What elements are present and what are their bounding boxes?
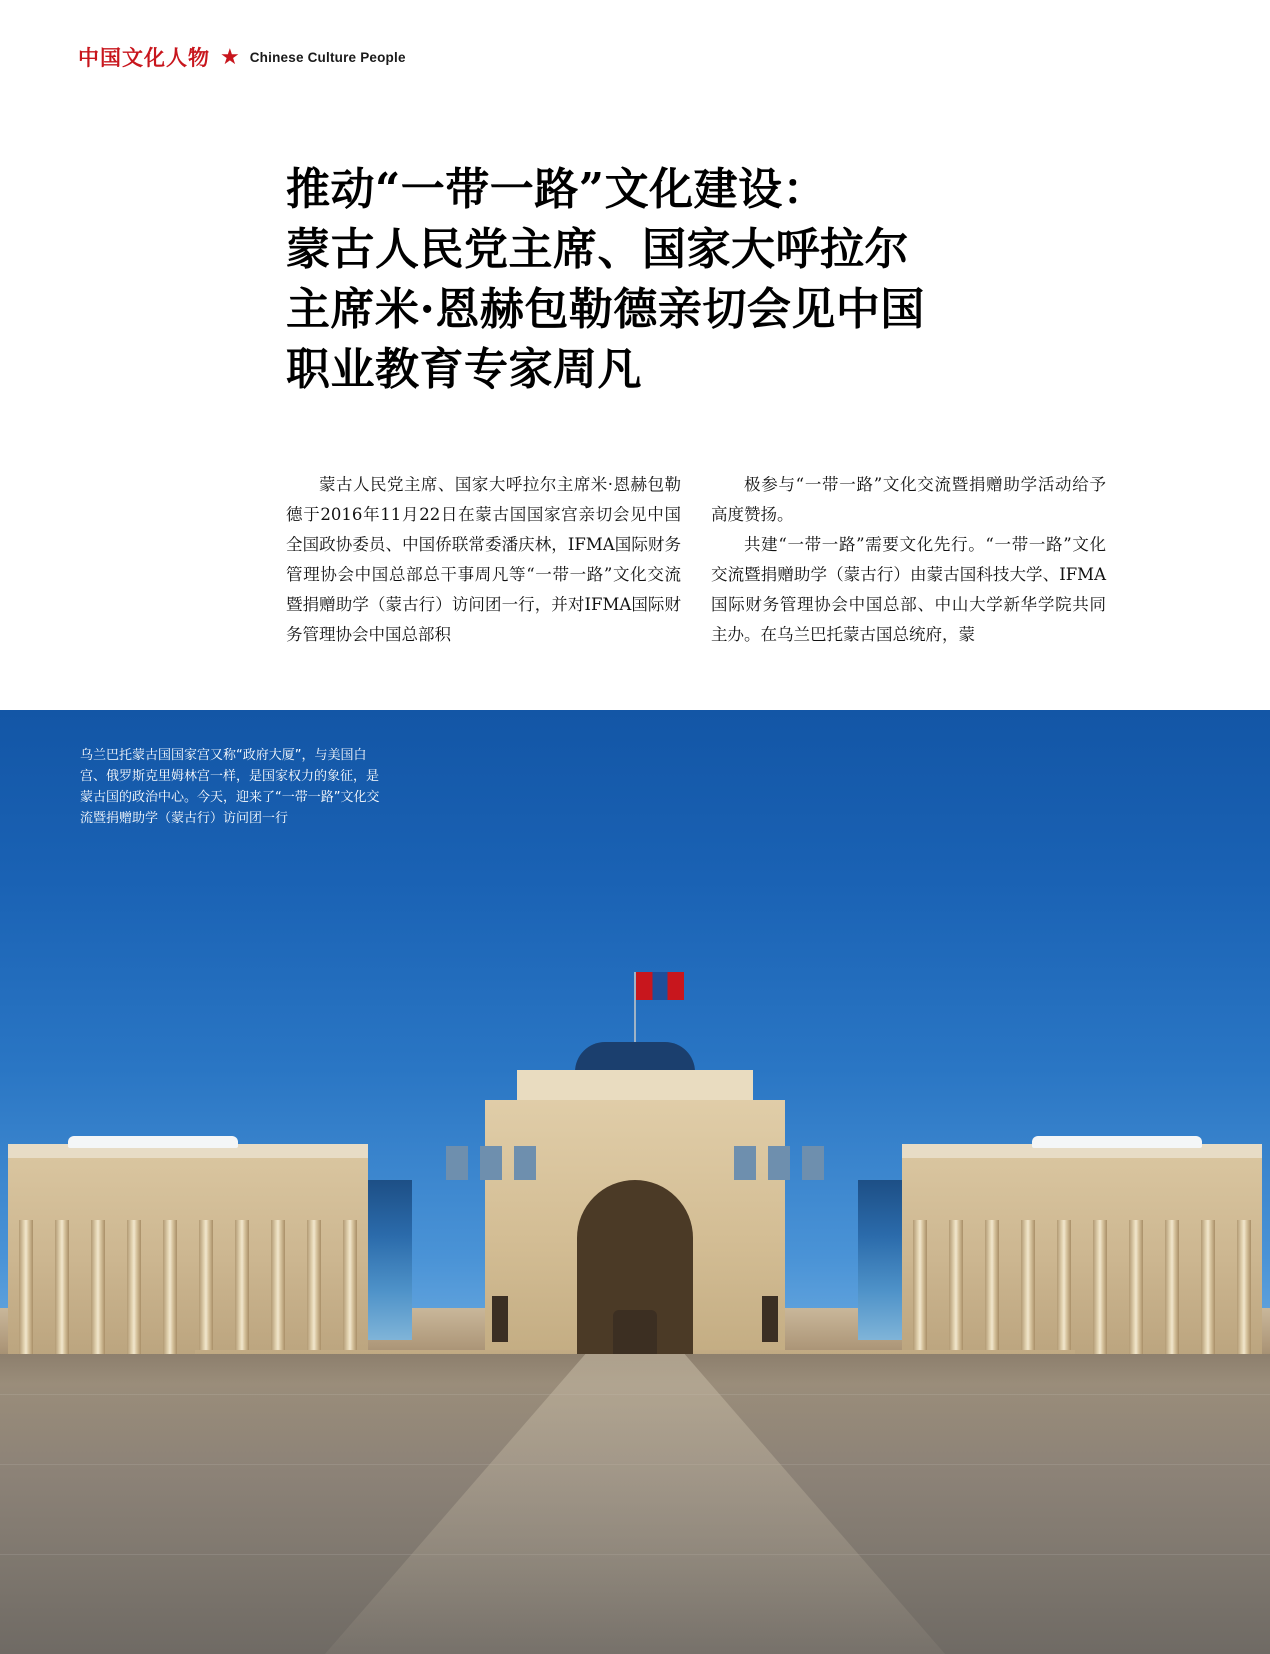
- column: [343, 1220, 357, 1370]
- column: [1021, 1220, 1035, 1370]
- plaza-joint-line: [0, 1394, 1270, 1395]
- sukhbaatar-square-plaza: [0, 1354, 1270, 1654]
- column: [235, 1220, 249, 1370]
- column: [1165, 1220, 1179, 1370]
- page-title: [286, 160, 1106, 400]
- column: [163, 1220, 177, 1370]
- article-paragraph: 极参与“一带一路”文化交流暨捐赠助学活动给予高度赞扬。: [711, 475, 1106, 524]
- window: [734, 1146, 756, 1180]
- colonnade-left: [8, 1198, 368, 1370]
- plaza-joint-line: [0, 1464, 1270, 1465]
- column: [55, 1220, 69, 1370]
- column: [949, 1220, 963, 1370]
- window: [514, 1146, 536, 1180]
- column: [127, 1220, 141, 1370]
- column: [199, 1220, 213, 1370]
- headline-line-3: 主席米·恩赫包勒德亲切会见中国: [286, 284, 925, 335]
- column: [91, 1220, 105, 1370]
- window-row-left: [446, 1146, 536, 1180]
- article-paragraph: 共建“一带一路”需要文化先行。“一带一路”文化交流暨捐赠助学（蒙古行）由蒙古国科技大学、IFMA国际财务管理协会中国总部、中山大学新华学院共同主办。在乌兰巴托蒙古国总统府，蒙: [711, 535, 1106, 644]
- column: [913, 1220, 927, 1370]
- headline-line-1: 推动“一带一路”文化建设：: [286, 164, 828, 215]
- snow-on-roof: [1032, 1136, 1202, 1148]
- headline-line-2: 蒙古人民党主席、国家大呼拉尔: [286, 224, 909, 275]
- column: [1057, 1220, 1071, 1370]
- masthead: [78, 42, 406, 72]
- article-column-right: [711, 470, 1106, 650]
- window: [480, 1146, 502, 1180]
- column: [985, 1220, 999, 1370]
- column: [1201, 1220, 1215, 1370]
- photo-caption: 乌兰巴托蒙古国国家宫又称“政府大厦”，与美国白宫、俄罗斯克里姆林宫一样，是国家权力的象征，是蒙古国的政治中心。今天，迎来了“一带一路”文化交流暨捐赠助学（蒙古行）访问团一行: [80, 748, 380, 826]
- star-icon: ★: [220, 44, 240, 69]
- mongolian-flag-icon: [636, 972, 684, 1000]
- snow-on-roof: [68, 1136, 238, 1148]
- column: [271, 1220, 285, 1370]
- window: [802, 1146, 824, 1180]
- masthead-english-title: Chinese Culture People: [249, 49, 406, 65]
- column: [1129, 1220, 1143, 1370]
- side-statue-left: [492, 1296, 508, 1342]
- headline-line-4: 职业教育专家周凡: [286, 344, 642, 395]
- building-wing-right: [902, 1158, 1262, 1370]
- article-paragraph: 蒙古人民党主席、国家大呼拉尔主席米·恩赫包勒德于2016年11月22日在蒙古国国家宫亲切会见中国全国政协委员、中国侨联常委潘庆林，IFMA国际财务管理协会中国总部总干事周凡等“一带一路”文化交流暨捐赠助学（蒙古行）访问团一行，并对IFMA国际财务管理协会中国总部积: [286, 475, 681, 644]
- article-body: [286, 470, 1106, 650]
- colonnade-right: [902, 1198, 1262, 1370]
- window-row-right: [734, 1146, 824, 1180]
- building-wing-left: [8, 1158, 368, 1370]
- column: [19, 1220, 33, 1370]
- article-column-left: [286, 470, 681, 650]
- building-dome: [575, 1042, 695, 1072]
- column: [1093, 1220, 1107, 1370]
- window: [446, 1146, 468, 1180]
- window: [768, 1146, 790, 1180]
- side-statue-right: [762, 1296, 778, 1342]
- plaza-joint-line: [0, 1554, 1270, 1555]
- building-attic: [517, 1070, 753, 1104]
- masthead-chinese-title: 中国文化人物: [78, 45, 210, 70]
- column: [1237, 1220, 1251, 1370]
- column: [307, 1220, 321, 1370]
- photo-government-palace: [0, 710, 1270, 1654]
